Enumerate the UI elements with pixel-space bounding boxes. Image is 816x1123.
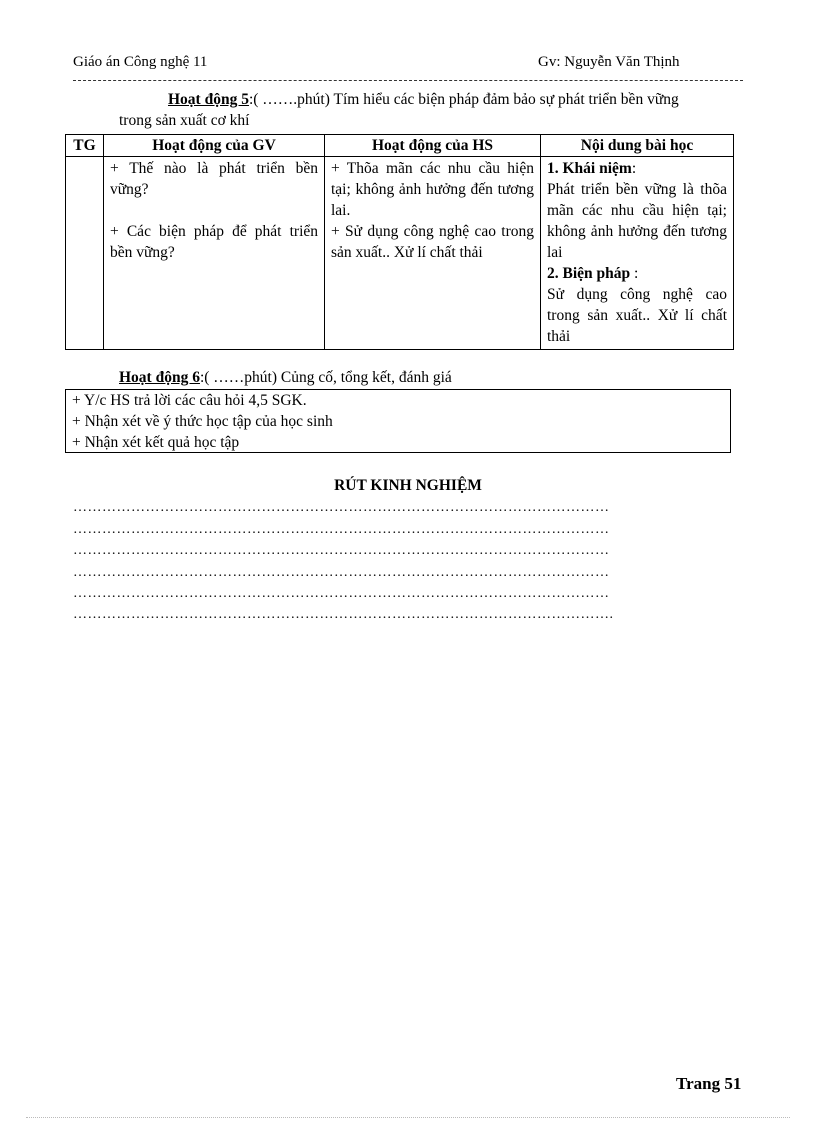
page-number: Trang 51 [676, 1074, 742, 1093]
content-heading-2: 2. Biện pháp : [547, 265, 639, 282]
cell-hs [325, 157, 541, 350]
header-subject: Giáo án Công nghệ 11 [73, 54, 208, 70]
hs-answer-1: + Thõa mãn các nhu cầu hiện tại; không ảnh hưởng đến tương lai. [331, 160, 534, 219]
activity6-item: + Nhận xét về ý thức học tập của học sinh [72, 413, 333, 430]
header-teacher: Gv: Nguyễn Văn Thịnh [538, 54, 680, 70]
activity6-box [65, 389, 731, 453]
activity5-text: :( …….phút) Tím hiểu các biện pháp đảm bảo sự phát triển bền vững [248, 91, 679, 108]
content-heading-1: 1. Khái niệm: [547, 160, 637, 177]
activity5-heading [168, 91, 679, 109]
lesson-table [65, 134, 734, 350]
activity6-item: + Nhận xét kết quả học tập [72, 434, 240, 451]
dotted-line: ………………………………………………………………………………………………… [73, 500, 610, 515]
activity6-heading [119, 369, 452, 387]
activity5-text-line2: trong sản xuất cơ khí [119, 112, 250, 129]
rut-kinh-nghiem-title: RÚT KINH NGHIỆM [334, 477, 482, 494]
hs-answer-2: + Sử dụng công nghệ cao trong sản xuất.. Xử lí chất thải [331, 223, 534, 261]
dotted-line: ………………………………………………………………………………………………… [73, 586, 610, 601]
dotted-line: ………………………………………………………………………………………………… [73, 543, 610, 558]
cell-tg [66, 157, 104, 350]
col-header-content: Nội dung bài học [541, 135, 734, 157]
dotted-line: …………………………………………………………………………………………………. [73, 607, 614, 622]
gv-question-1: + Thế nào là phát triển bền vững? [110, 160, 318, 198]
activity6-label: Hoạt động 6 [119, 369, 200, 386]
activity6-text: :( ……phút) Củng cố, tổng kết, đánh giá [199, 369, 452, 386]
cell-content [541, 157, 734, 350]
table-row [66, 157, 734, 350]
activity6-item: + Y/c HS trả lời các câu hỏi 4,5 SGK. [72, 392, 307, 409]
content-paragraph-1: Phát triển bền vững là thõa mãn các nhu cầu hiện tại; không ảnh hưởng đến tương lai [547, 181, 727, 261]
content-paragraph-2: Sử dụng công nghệ cao trong sản xuất.. Xử lí chất thải [547, 286, 727, 345]
dotted-line: ………………………………………………………………………………………………… [73, 522, 610, 537]
cell-gv [104, 157, 325, 350]
table-header-row [66, 135, 734, 157]
col-header-tg: TG [66, 135, 104, 157]
activity5-label: Hoạt động 5 [168, 91, 249, 108]
header-divider [73, 80, 743, 81]
col-header-hs: Hoạt động của HS [325, 135, 541, 157]
gv-question-2: + Các biện pháp để phát triển bền vững? [110, 223, 318, 261]
dotted-line: ………………………………………………………………………………………………… [73, 565, 610, 580]
col-header-gv: Hoạt động của GV [104, 135, 325, 157]
page-bottom-border [26, 1117, 790, 1118]
